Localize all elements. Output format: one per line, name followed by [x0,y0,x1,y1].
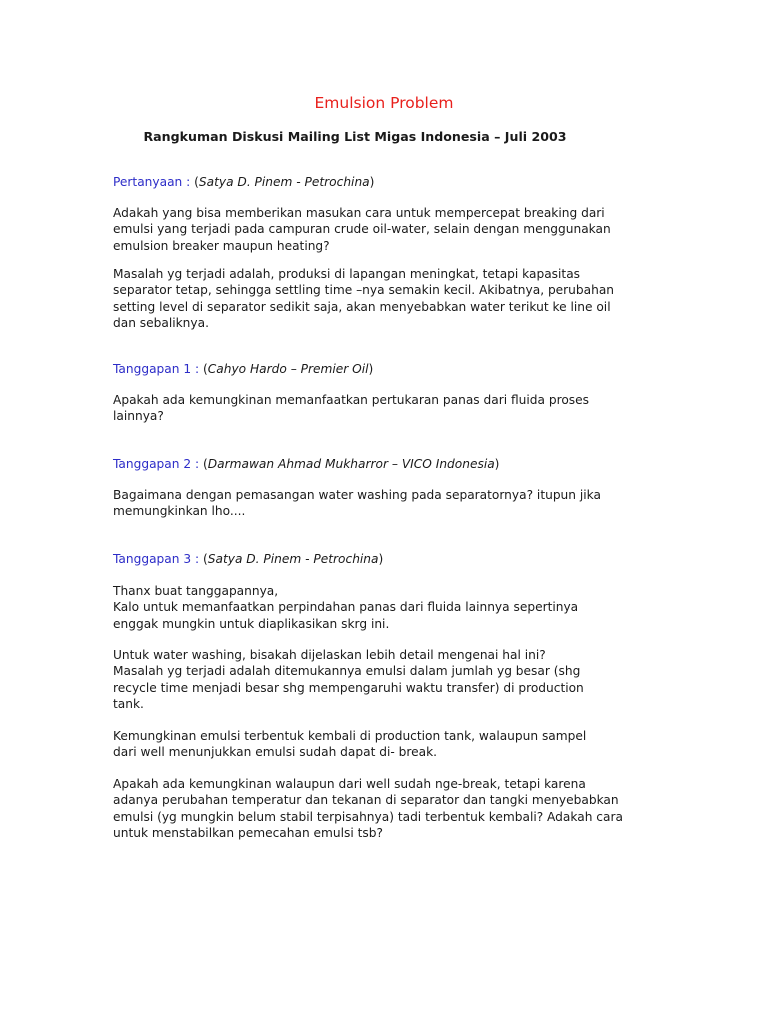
section-heading: Tanggapan 2 : (Darmawan Ahmad Mukharror – VICO Indonesia) [113,457,500,471]
section-tanggapan-1 [113,361,653,377]
section-tanggapan-2 [113,456,653,472]
text-line: Adakah yang bisa memberikan masukan cara untuk mempercepat breaking dari [113,206,605,220]
text-line: Apakah ada kemungkinan memanfaatkan pertukaran panas dari fluida proses [113,393,589,407]
paragraph [113,776,653,841]
section-label: Tanggapan 2 : [113,457,203,471]
section-heading: Tanggapan 3 : (Satya D. Pinem - Petrochina) [113,552,384,566]
text-line: recycle time menjadi besar shg mempengaruhi waktu transfer) di production [113,680,584,695]
text-line: Masalah yg terjadi adalah, produksi di lapangan meningkat, tetapi kapasitas [113,267,581,281]
paragraph [113,392,653,425]
text-line: Kalo untuk memanfaatkan perpindahan panas dari fluida lainnya sepertinya [113,600,579,615]
text-line: enggak mungkin untuk diaplikasikan skrg ini. [113,616,390,631]
section-author: Satya D. Pinem - Petrochina [207,552,379,566]
section-tanggapan-3 [113,551,653,567]
section-heading: Tanggapan 1 : (Cahyo Hardo – Premier Oil) [113,362,374,376]
text-line: adanya perubahan temperatur dan tekanan di separator dan tangki menyebabkan [113,793,619,808]
text-line: dan sebaliknya. [113,315,209,330]
text-line: Thanx buat tanggapannya, [113,584,279,598]
text-line: Apakah ada kemungkinan walaupun dari well sudah nge-break, tetapi karena [113,777,586,791]
paragraph [113,583,653,632]
text-line: tank. [113,696,144,711]
section-label: Tanggapan 3 : [113,552,203,566]
text-line: Kemungkinan emulsi terbentuk kembali di production tank, walaupun sampel [113,729,587,743]
text-line: Untuk water washing, bisakah dijelaskan lebih detail mengenai hal ini? [113,648,546,662]
paragraph [113,647,653,712]
paragraph [113,205,653,254]
paragraph [113,266,653,331]
section-pertanyaan [113,174,653,190]
section-heading: Pertanyaan : (Satya D. Pinem - Petrochina) [113,175,375,189]
text-line: untuk menstabilkan pemecahan emulsi tsb? [113,825,383,840]
section-author: Satya D. Pinem - Petrochina [198,175,370,189]
text-line: emulsi yang terjadi pada campuran crude oil-water, selain dengan menggunakan [113,222,611,237]
text-line: Masalah yg terjadi adalah ditemukannya emulsi dalam jumlah yg besar (shg [113,664,581,679]
section-label: Pertanyaan : [113,175,195,189]
document-title: Emulsion Problem [314,94,454,112]
text-line: Bagaimana dengan pemasangan water washing pada separatornya? itupun jika [113,488,601,502]
section-author: Darmawan Ahmad Mukharror – VICO Indonesia [207,457,495,471]
paragraph [113,728,653,761]
text-line: memungkinkan lho.... [113,504,246,519]
text-line: setting level di separator sedikit saja, akan menyebabkan water terikut ke line oil [113,299,611,314]
text-line: emulsi (yg mungkin belum stabil terpisahnya) tadi terbentuk kembali? Adakah cara [113,809,623,824]
text-line: dari well menunjukkan emulsi sudah dapat di- break. [113,745,438,760]
section-label: Tanggapan 1 : [113,362,203,376]
text-line: lainnya? [113,409,164,424]
document-subtitle: Rangkuman Diskusi Mailing List Migas Indonesia – Juli 2003 [143,129,567,144]
section-author: Cahyo Hardo – Premier Oil [207,362,369,376]
text-line: separator tetap, sehingga settling time –nya semakin kecil. Akibatnya, perubahan [113,283,615,298]
text-line: emulsion breaker maupun heating? [113,238,330,253]
paragraph [113,487,653,520]
